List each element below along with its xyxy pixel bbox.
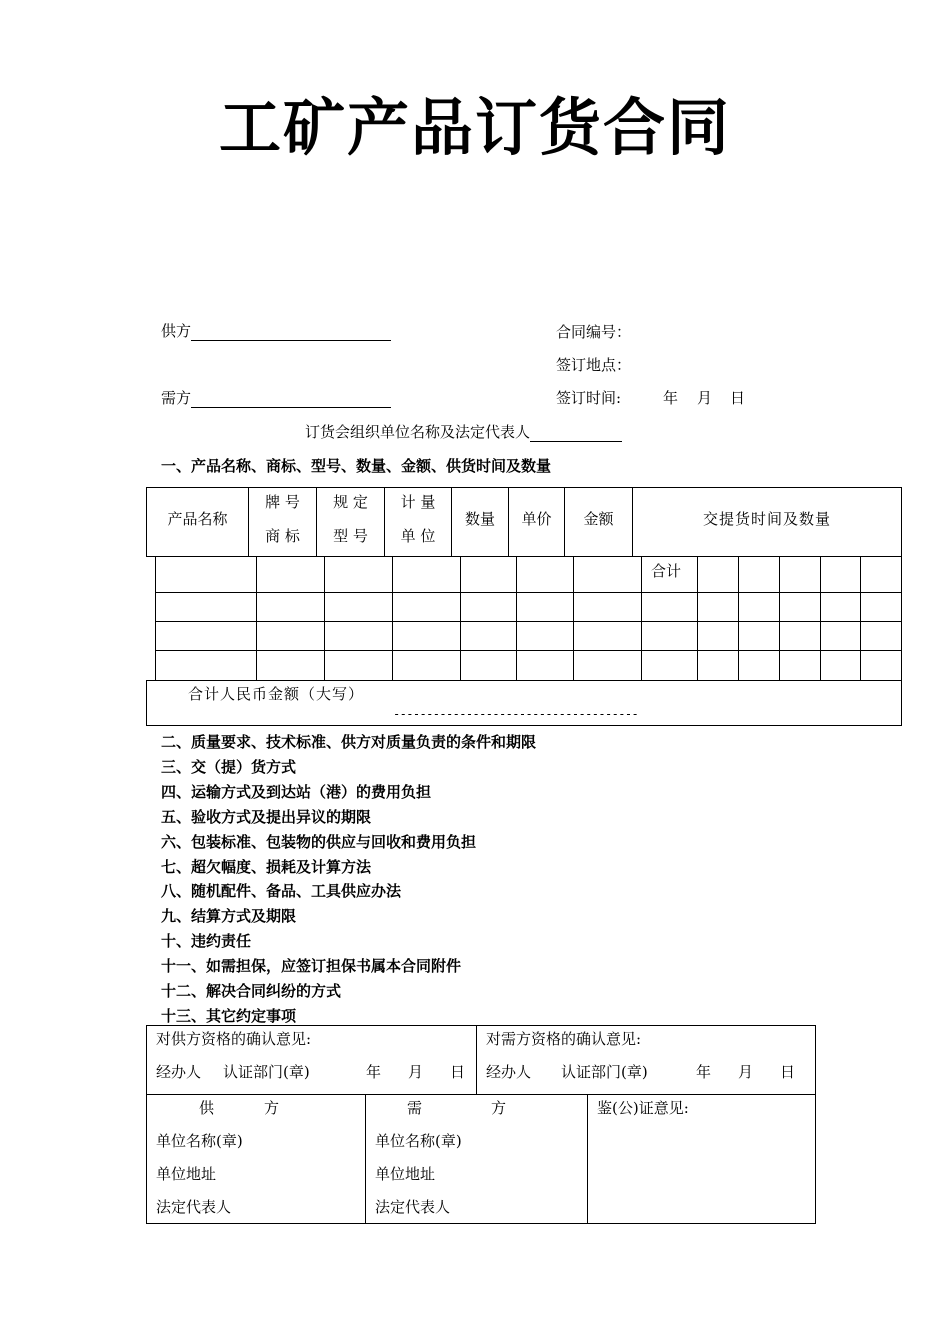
sign-day: 日 bbox=[730, 389, 746, 407]
buyer-confirm-label: 对需方资格的确认意见: bbox=[486, 1030, 642, 1048]
section-item: 七、超欠幅度、损耗及计算方法 bbox=[161, 857, 372, 876]
buyer-blank[interactable] bbox=[191, 391, 391, 408]
document-title: 工矿产品订货合同 bbox=[218, 91, 731, 164]
section-item: 十三、其它约定事项 bbox=[161, 1006, 297, 1025]
buyer-column-title-1: 需 bbox=[407, 1099, 423, 1117]
section-item: 五、验收方式及提出异议的期限 bbox=[161, 807, 372, 826]
supplier-confirm-label: 对供方资格的确认意见: bbox=[156, 1030, 312, 1048]
section-item: 四、运输方式及到达站（港）的费用负担 bbox=[161, 782, 432, 801]
supplier-column-title-1: 供 bbox=[199, 1099, 215, 1117]
section-item: 十、违约责任 bbox=[161, 932, 252, 951]
header-product-name: 产品名称 bbox=[167, 510, 228, 528]
header-brand-2: 商 标 bbox=[265, 527, 300, 545]
subtotal-label: 合计 bbox=[651, 562, 682, 580]
supplier-column-title-2: 方 bbox=[264, 1099, 280, 1117]
supplier-unit-address: 单位地址 bbox=[156, 1165, 217, 1183]
sign-month: 月 bbox=[697, 389, 713, 407]
buyer-year: 年 bbox=[696, 1063, 712, 1081]
supplier-day: 日 bbox=[450, 1063, 466, 1081]
supplier-unit-name: 单位名称(章) bbox=[156, 1132, 243, 1150]
section-item: 十二、解决合同纠纷的方式 bbox=[161, 982, 342, 1001]
buyer-legal-rep: 法定代表人 bbox=[375, 1198, 451, 1216]
sign-year: 年 bbox=[663, 389, 679, 407]
section-item: 二、质量要求、技术标准、供方对质量负责的条件和期限 bbox=[161, 733, 537, 751]
supplier-blank[interactable] bbox=[191, 324, 391, 341]
header-unit-1: 计 量 bbox=[400, 493, 436, 511]
header-model-2: 型 号 bbox=[333, 527, 368, 545]
supplier-legal-rep: 法定代表人 bbox=[156, 1198, 232, 1216]
total-rmb-dashes[interactable]: ------------------------------------- bbox=[393, 707, 639, 721]
supplier-year: 年 bbox=[366, 1063, 382, 1081]
supplier-cert-dept: 认证部门(章) bbox=[223, 1063, 310, 1081]
section-item: 十一、如需担保，应签订担保书属本合同附件 bbox=[161, 957, 462, 976]
organizer-field bbox=[305, 422, 622, 442]
contract-number-label: 合同编号： bbox=[556, 323, 632, 341]
total-rmb-label: 合计人民币金额（大写） bbox=[188, 685, 365, 703]
sign-time-label: 签订时间: bbox=[556, 389, 622, 407]
buyer-day: 日 bbox=[780, 1063, 796, 1081]
supplier-month: 月 bbox=[408, 1063, 424, 1081]
buyer-unit-name: 单位名称(章) bbox=[375, 1132, 462, 1150]
buyer-unit-address: 单位地址 bbox=[375, 1165, 436, 1183]
header-model-1: 规 定 bbox=[333, 493, 368, 511]
section-item: 六、包装标准、包装物的供应与回收和费用负担 bbox=[161, 832, 477, 851]
sign-place-label: 签订地点： bbox=[556, 356, 632, 374]
section-item: 三、交（提）货方式 bbox=[161, 757, 297, 776]
supplier-field bbox=[161, 321, 391, 341]
sections-list bbox=[161, 730, 536, 1029]
buyer-month: 月 bbox=[738, 1063, 754, 1081]
buyer-field bbox=[161, 388, 391, 408]
header-delivery: 交提货时间及数量 bbox=[702, 510, 831, 528]
header-amount: 金额 bbox=[583, 510, 614, 528]
section-item: 八、随机配件、备品、工具供应办法 bbox=[161, 882, 402, 901]
buyer-column-title-2: 方 bbox=[491, 1099, 507, 1117]
supplier-label: 供方 bbox=[161, 322, 192, 340]
header-unit-2: 单 位 bbox=[400, 527, 436, 545]
buyer-label: 需方 bbox=[161, 389, 192, 407]
header-unit-price: 单价 bbox=[521, 510, 552, 528]
section-item: 九、结算方式及期限 bbox=[161, 907, 297, 926]
supplier-handler: 经办人 bbox=[156, 1063, 202, 1081]
header-brand-1: 牌 号 bbox=[265, 493, 300, 511]
organizer-blank[interactable] bbox=[530, 425, 622, 442]
buyer-cert-dept: 认证部门(章) bbox=[561, 1063, 648, 1081]
organizer-label: 订货会组织单位名称及法定代表人 bbox=[305, 423, 531, 441]
section-1-title: 一、产品名称、商标、型号、数量、金额、供货时间及数量 bbox=[161, 457, 552, 475]
buyer-handler: 经办人 bbox=[486, 1063, 532, 1081]
notary-label: 鉴(公)证意见: bbox=[597, 1099, 689, 1117]
header-quantity: 数量 bbox=[464, 510, 495, 528]
